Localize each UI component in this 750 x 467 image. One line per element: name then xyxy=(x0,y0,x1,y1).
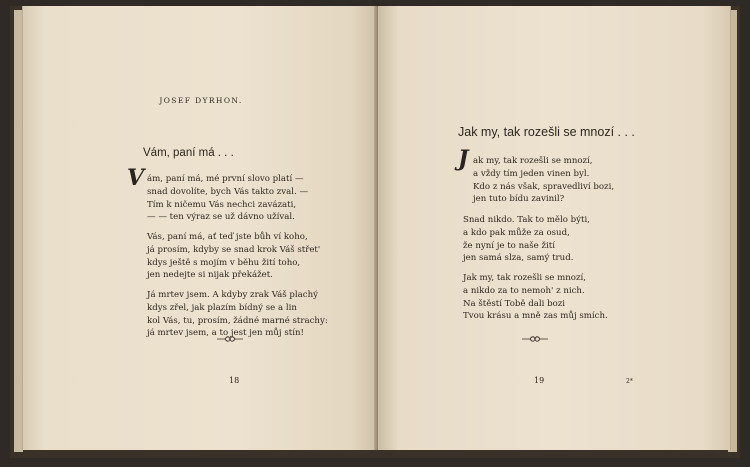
verse-line: Snad nikdo. Tak to mělo býti, xyxy=(463,215,590,225)
verse-line: ak my, tak rozešli se mnozí, xyxy=(473,156,593,166)
stanza xyxy=(147,289,328,340)
stanza xyxy=(147,231,320,282)
verse-line: Já mrtev jsem. A kdyby zrak Váš plachý xyxy=(147,290,319,300)
verse-line: ám, paní má, mé první slovo platí — xyxy=(147,174,304,184)
left-page xyxy=(22,6,379,450)
stanza xyxy=(463,272,608,323)
verse-line: kdys zřel, jak plazím bídný se a lin xyxy=(147,302,297,313)
page-number: 19 xyxy=(534,376,545,385)
poem-title: Vám, paní má . . . xyxy=(143,147,234,159)
open-book xyxy=(10,6,740,458)
verse-line: Jak my, tak rozešli se mnozí, xyxy=(463,273,586,283)
verse-line: kol Vás, tu, prosím, žádné marné strachy: xyxy=(147,315,328,326)
drop-cap: J xyxy=(458,146,469,172)
signature-mark: 2* xyxy=(626,378,633,385)
stanza xyxy=(463,214,590,265)
ornament-icon xyxy=(521,335,549,343)
right-page xyxy=(378,6,731,450)
verse-line: jen nedejte si nijak překážet. xyxy=(147,270,273,281)
verse-line: a kdo pak může za osud, xyxy=(463,227,570,238)
verse-line: já mrtev jsem, a to jest jen můj stín! xyxy=(147,328,304,339)
drop-cap: V xyxy=(127,165,145,191)
verse-line: — — ten výraz se už dávno užíval. xyxy=(147,212,295,223)
verse-line: že nyní je to naše žití xyxy=(463,240,555,251)
verse-line: kdys ještě s mojím v běhu žití toho, xyxy=(147,257,301,268)
verse-line: já prosím, kdyby se snad krok Váš střet' xyxy=(147,244,321,255)
verse-line: Tvou krásu a mně zas můj smích. xyxy=(463,311,608,322)
verse-line: Kdo z nás však, spravedliví bozi, xyxy=(473,181,615,192)
running-header: JOSEF DYRHON. xyxy=(159,96,243,105)
stanza xyxy=(147,173,308,224)
verse-line: snad dovolíte, bych Vás takto zval. — xyxy=(147,186,309,197)
stanza xyxy=(473,155,614,206)
ornament-icon xyxy=(216,335,244,343)
verse-line: a nikdo za to nemoh' z nich. xyxy=(463,285,585,296)
verse-line: Tím k ničemu Vás nechci zavázati, xyxy=(147,199,297,210)
poem-title: Jak my, tak rozešli se mnozí . . . xyxy=(458,125,635,139)
verse-line: Vás, paní má, ať teď jste bůh ví koho, xyxy=(147,232,308,242)
verse-line: a vždy tím jeden vinen byl. xyxy=(473,168,590,179)
verse-line: jen samá slza, samý trud. xyxy=(463,253,574,264)
page-number: 18 xyxy=(229,376,240,385)
verse-line: Na štěstí Tobě dali bozi xyxy=(463,298,566,309)
verse-line: jen tuto bídu zavinil? xyxy=(473,194,565,205)
